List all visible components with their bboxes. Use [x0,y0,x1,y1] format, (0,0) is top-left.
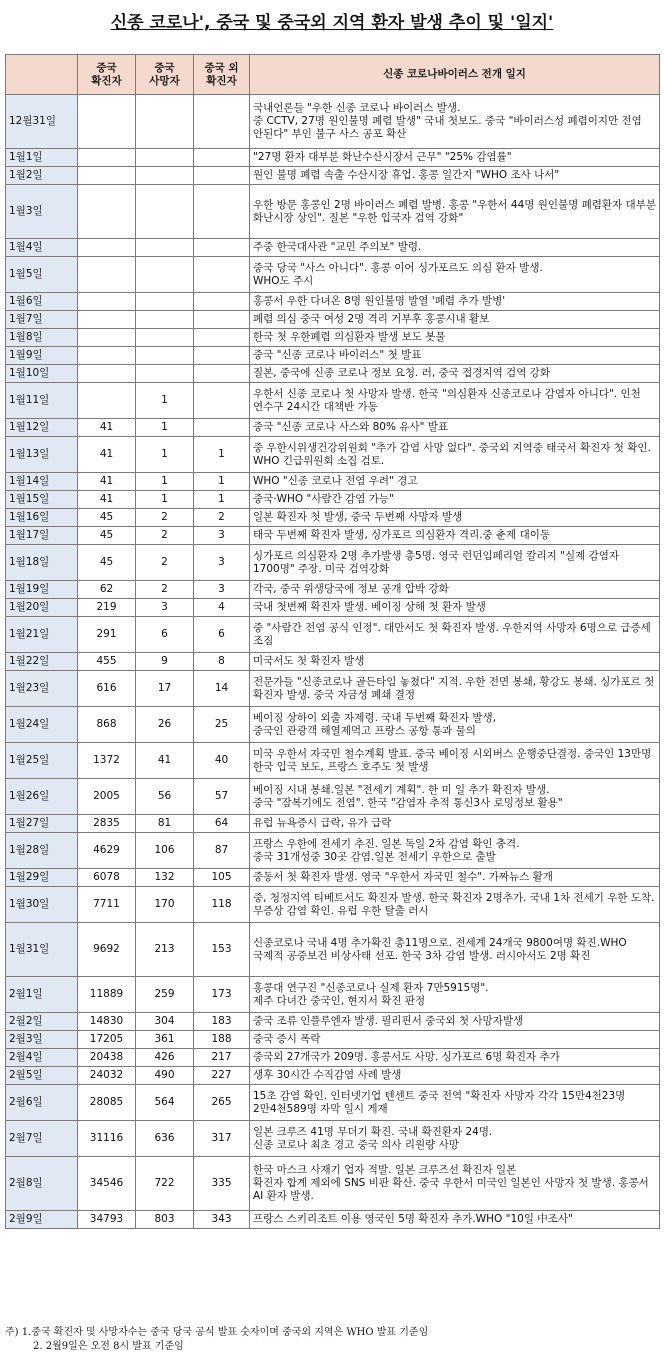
date-cell: 1월4일 [6,239,78,257]
outside-cases-cell: 227 [194,1067,250,1085]
china-deaths-cell: 426 [136,1049,194,1067]
china-cases-cell: 4629 [78,833,136,869]
outside-cases-cell: 3 [194,545,250,581]
event-cell: 우한서 신종 코로나 첫 사망자 발생. 한국 "의심환자 신종코로나 감염자 아니다". 인천 연수구 24시간 대책반 가동 [250,383,660,419]
event-cell: 유럽 뉴욕증시 급락, 유가 급락 [250,815,660,833]
outside-cases-cell: 105 [194,869,250,887]
outside-cases-cell: 8 [194,653,250,671]
table-row [6,365,660,383]
table-row [6,167,660,185]
china-deaths-cell [136,239,194,257]
china-deaths-cell [136,95,194,149]
outside-cases-cell: 6 [194,617,250,653]
date-cell: 2월5일 [6,1067,78,1085]
outside-cases-cell [194,149,250,167]
china-cases-cell [78,257,136,293]
table-row [6,347,660,365]
china-cases-cell: 41 [78,473,136,491]
table-row [6,491,660,509]
date-cell: 1월23일 [6,671,78,707]
date-cell: 1월25일 [6,743,78,779]
event-cell: 전문가들 "신종코로나 골든타임 놓쳤다" 지적. 우한 전면 봉쇄, 황강도 봉쇄. 싱가포르 첫 확진자 발생. 중국 자금성 폐쇄 결정 [250,671,660,707]
outside-cases-cell: 1 [194,437,250,473]
outside-cases-cell: 265 [194,1085,250,1121]
date-cell: 2월8일 [6,1157,78,1211]
date-cell: 1월15일 [6,491,78,509]
event-cell: 미국서도 첫 확진자 발생 [250,653,660,671]
date-cell: 2월7일 [6,1121,78,1157]
china-cases-cell: 28085 [78,1085,136,1121]
date-cell: 1월14일 [6,473,78,491]
date-cell: 2월1일 [6,977,78,1013]
table-row [6,707,660,743]
event-cell: 한국 마스크 사재기 업자 적발. 일본 크루즈선 확진자 일본 확진자 합계 제외에 SNS 비판 확산. 중국 우한서 미국인 일본인 사망자 첫 발생. 홍콩서 AI 환자 발생. [250,1157,660,1211]
china-deaths-cell: 490 [136,1067,194,1085]
table-row [6,1013,660,1031]
header-china-cases-label: 중국 확진자 [91,61,122,87]
outside-cases-cell: 183 [194,1013,250,1031]
china-cases-cell [78,311,136,329]
event-cell: 국내언론들 "우한 신종 코로나 바이러스 발생. 중 CCTV, 27명 원인불명 폐렴 발생" 국내 첫보도. 중국 "바이러스성 폐렴이지만 전염 안된다" 부인 불구 사스 공포 확산 [250,95,660,149]
table-row [6,1085,660,1121]
outside-cases-cell: 153 [194,923,250,977]
china-cases-cell: 45 [78,527,136,545]
china-cases-cell: 34546 [78,1157,136,1211]
header-china-deaths [136,55,194,95]
outside-cases-cell: 2 [194,509,250,527]
china-deaths-cell: 1 [136,491,194,509]
china-cases-cell [78,167,136,185]
table-row [6,545,660,581]
china-cases-cell: 41 [78,419,136,437]
china-cases-cell [78,293,136,311]
event-cell: 홍콩서 우한 다녀온 8명 원인불명 발열 '폐렴 추가 발병' [250,293,660,311]
outside-cases-cell: 3 [194,527,250,545]
table-row [6,419,660,437]
china-cases-cell: 1372 [78,743,136,779]
china-cases-cell: 24032 [78,1067,136,1085]
date-cell: 1월10일 [6,365,78,383]
event-cell: 중국 증시 폭락 [250,1031,660,1049]
china-deaths-cell: 259 [136,977,194,1013]
outside-cases-cell: 317 [194,1121,250,1157]
date-cell: 1월13일 [6,437,78,473]
china-deaths-cell: 56 [136,779,194,815]
table-row [6,617,660,653]
table-row [6,1121,660,1157]
event-cell: 베이징 상하이 외출 자제령. 국내 두번째 확진자 발생, 중국인 관광객 해열제먹고 프랑스 공항 통과 물의 [250,707,660,743]
china-deaths-cell: 1 [136,473,194,491]
date-cell: 1월6일 [6,293,78,311]
china-deaths-cell [136,311,194,329]
event-cell: 질본, 중국에 신종 코로나 정보 요청. 러, 중국 접경지역 검역 강화 [250,365,660,383]
china-cases-cell [78,239,136,257]
date-cell: 1월19일 [6,581,78,599]
table-row [6,509,660,527]
china-deaths-cell [136,167,194,185]
outside-cases-cell: 4 [194,599,250,617]
date-cell: 2월6일 [6,1085,78,1121]
china-deaths-cell: 6 [136,617,194,653]
table-row [6,95,660,149]
date-cell: 2월3일 [6,1031,78,1049]
event-cell: 각국, 중국 위생당국에 정보 공개 압박 강화 [250,581,660,599]
event-cell: 미국 우한서 자국민 철수계획 발표. 중국 베이징 시외버스 운행중단결정. 중국인 13만명 한국 입국 보도, 프랑스 호주도 첫 발생 [250,743,660,779]
china-deaths-cell: 361 [136,1031,194,1049]
outside-cases-cell: 1 [194,473,250,491]
china-cases-cell: 17205 [78,1031,136,1049]
table-row [6,581,660,599]
date-cell: 1월29일 [6,869,78,887]
china-cases-cell: 868 [78,707,136,743]
china-cases-cell: 219 [78,599,136,617]
event-cell: 중국 "신종 코로나 바이러스" 첫 발표 [250,347,660,365]
table-row [6,869,660,887]
china-deaths-cell: 803 [136,1211,194,1229]
date-cell: 1월24일 [6,707,78,743]
china-deaths-cell: 132 [136,869,194,887]
footnote-2: 2. 2월9일은 오전 8시 발표 기준임 [33,1341,184,1352]
event-cell: 신종코로나 국내 4명 추가확진 총11명으로. 전세계 24개국 9800여명 확진.WHO 국제적 공중보건 비상사태 선포. 한국 3차 감염 발생. 러시아서도 2명 확진 [250,923,660,977]
table-row [6,923,660,977]
outside-cases-cell: 64 [194,815,250,833]
china-cases-cell: 45 [78,509,136,527]
china-cases-cell [78,185,136,239]
outside-cases-cell [194,257,250,293]
outside-cases-cell [194,167,250,185]
outside-cases-cell: 173 [194,977,250,1013]
date-cell: 1월11일 [6,383,78,419]
outside-cases-cell [194,239,250,257]
china-cases-cell: 291 [78,617,136,653]
china-deaths-cell: 81 [136,815,194,833]
date-cell: 1월30일 [6,887,78,923]
china-cases-cell: 31116 [78,1121,136,1157]
table-header-row [6,55,660,95]
china-cases-cell [78,347,136,365]
outside-cases-cell [194,95,250,149]
outside-cases-cell [194,293,250,311]
date-cell: 1월28일 [6,833,78,869]
china-cases-cell: 41 [78,491,136,509]
footnotes [5,1326,659,1354]
date-cell: 1월17일 [6,527,78,545]
table-row [6,671,660,707]
event-cell: 국내 첫번째 확진자 발생. 베이징 상해 첫 환자 발생 [250,599,660,617]
table-row [6,1157,660,1211]
outside-cases-cell: 57 [194,779,250,815]
china-deaths-cell: 170 [136,887,194,923]
event-cell: 일본 크루즈 41명 무더기 확진. 국내 확진환자 24명. 신종 코로나 최초 경고 중국 의사 리원량 사망 [250,1121,660,1157]
header-china-cases [78,55,136,95]
outside-cases-cell [194,419,250,437]
china-cases-cell: 455 [78,653,136,671]
china-cases-cell: 62 [78,581,136,599]
outside-cases-cell [194,365,250,383]
china-deaths-cell: 2 [136,527,194,545]
date-cell: 1월9일 [6,347,78,365]
event-cell: "27명 환자 대부분 화난수산시장서 근무" "25% 감염률" [250,149,660,167]
date-cell: 1월2일 [6,167,78,185]
date-cell: 1월1일 [6,149,78,167]
header-outside-cases-label: 중국 외 확진자 [204,61,239,87]
date-cell: 1월27일 [6,815,78,833]
date-cell: 1월7일 [6,311,78,329]
china-cases-cell: 6078 [78,869,136,887]
outside-cases-cell: 40 [194,743,250,779]
china-cases-cell: 11889 [78,977,136,1013]
china-cases-cell [78,95,136,149]
table-row [6,239,660,257]
date-cell: 1월21일 [6,617,78,653]
table-body [6,95,660,1229]
header-outside-cases [194,55,250,95]
outside-cases-cell: 118 [194,887,250,923]
china-cases-cell: 616 [78,671,136,707]
china-cases-cell: 7711 [78,887,136,923]
china-deaths-cell [136,149,194,167]
date-cell: 2월2일 [6,1013,78,1031]
table-row [6,1067,660,1085]
china-cases-cell [78,383,136,419]
china-deaths-cell: 2 [136,509,194,527]
outside-cases-cell: 3 [194,581,250,599]
china-deaths-cell: 17 [136,671,194,707]
event-cell: 베이징 시내 봉쇄.일본 "전세기 계획". 한 미 일 추가 확진자 발생. 중국 "잠복기에도 전염". 한국 "감염자 추적 통신3사 로밍정보 활용" [250,779,660,815]
china-cases-cell [78,149,136,167]
china-deaths-cell: 564 [136,1085,194,1121]
china-cases-cell: 20438 [78,1049,136,1067]
date-cell: 1월12일 [6,419,78,437]
table-row [6,653,660,671]
china-deaths-cell: 213 [136,923,194,977]
table-row [6,599,660,617]
event-cell: 중동서 첫 확진자 발생. 영국 "우한서 자국민 철수". 가짜뉴스 활개 [250,869,660,887]
china-cases-cell: 14830 [78,1013,136,1031]
china-deaths-cell: 304 [136,1013,194,1031]
table-row [6,977,660,1013]
china-cases-cell: 41 [78,437,136,473]
date-cell: 12월31일 [6,95,78,149]
china-cases-cell: 2835 [78,815,136,833]
page-title: 신종 코로나', 중국 및 중국외 지역 환자 발생 추이 및 '일지' [110,13,554,33]
outside-cases-cell [194,185,250,239]
china-deaths-cell: 26 [136,707,194,743]
china-cases-cell: 34793 [78,1211,136,1229]
outside-cases-cell: 217 [194,1049,250,1067]
table-row [6,527,660,545]
outside-cases-cell: 87 [194,833,250,869]
table-row [6,329,660,347]
event-cell: 중국 조류 인플루엔자 발생. 필리핀서 중국외 첫 사망자발생 [250,1013,660,1031]
header-events: 신종 코로나바이러스 전개 일지 [250,55,660,95]
outside-cases-cell: 14 [194,671,250,707]
event-cell: 중 우한시위생건강위원회 "추가 감염 사망 없다". 중국외 지역중 태국서 확진자 첫 확인. WHO 긴급위원회 소집 검토. [250,437,660,473]
event-cell: 주중 한국대사관 "교민 주의보" 발령. [250,239,660,257]
date-cell: 1월31일 [6,923,78,977]
china-deaths-cell [136,185,194,239]
outside-cases-cell: 188 [194,1031,250,1049]
outside-cases-cell [194,347,250,365]
table-row [6,383,660,419]
date-cell: 1월26일 [6,779,78,815]
event-cell: 싱가포르 의심환자 2명 추가발생 총5명. 영국 런던임페리얼 칼리지 "실제 감염자 1700명" 주장. 미국 검역강화 [250,545,660,581]
chronology-table [5,54,660,1229]
china-deaths-cell: 9 [136,653,194,671]
date-cell: 1월8일 [6,329,78,347]
china-deaths-cell: 1 [136,383,194,419]
china-deaths-cell [136,347,194,365]
header-china-deaths-label: 중국 사망자 [149,61,180,87]
event-cell: 원인 불명 폐렴 속출 수산시장 휴업. 홍콩 일간지 "WHO 조사 나서" [250,167,660,185]
china-deaths-cell: 41 [136,743,194,779]
date-cell: 2월9일 [6,1211,78,1229]
table-row [6,185,660,239]
event-cell: 홍콩대 연구진 "신종코로나 실제 환자 7만5915명". 제주 다녀간 중국인, 현지서 확진 판정 [250,977,660,1013]
date-cell: 1월3일 [6,185,78,239]
china-cases-cell [78,365,136,383]
china-cases-cell: 9692 [78,923,136,977]
event-cell: 중, 청정지역 티베트서도 확진자 발생. 한국 확진자 2명추가. 국내 1차 전세기 우한 도착. 무증상 감염 확인. 유럽 우한 탈출 러시 [250,887,660,923]
header-date [6,55,78,95]
table-row [6,815,660,833]
event-cell: 일본 확진자 첫 발생, 중국 두번째 사망자 발생 [250,509,660,527]
china-deaths-cell [136,293,194,311]
china-deaths-cell: 3 [136,599,194,617]
event-cell: 중국 당국 "사스 아니다". 홍콩 이어 싱가포르도 의심 환자 발생. WHO도 주시 [250,257,660,293]
outside-cases-cell: 343 [194,1211,250,1229]
outside-cases-cell [194,311,250,329]
footnote-1: 주) 1.중국 확진자 및 사망자수는 중국 당국 공식 발표 숫자이며 중국외 지역은 WHO 발표 기준임 [5,1327,429,1338]
table-row [6,473,660,491]
date-cell: 1월16일 [6,509,78,527]
table-row [6,887,660,923]
event-cell: 우한 방문 홍콩인 2명 바이러스 폐렴 발병. 홍콩 "우한서 44명 원인불명 폐렴환자 대부분 화난시장 상인". 질본 "우한 입국자 검역 강화" [250,185,660,239]
outside-cases-cell: 1 [194,491,250,509]
event-cell: 폐렴 의심 중국 여성 2명 격리 거부후 홍콩시내 활보 [250,311,660,329]
china-cases-cell [78,329,136,347]
table-row [6,149,660,167]
table-row [6,1049,660,1067]
event-cell: 중 "사람간 전염 공식 인정". 대만서도 첫 확진자 발생. 우한지역 사망자 6명으로 급증세 조짐 [250,617,660,653]
date-cell: 1월22일 [6,653,78,671]
table-row [6,1211,660,1229]
date-cell: 1월5일 [6,257,78,293]
event-cell: 15초 감염 확인. 인터넷기업 텐센트 중국 전역 "확진자 사망자 각각 15만4천23명 2만4천589명 자막 일시 게재 [250,1085,660,1121]
china-deaths-cell: 1 [136,437,194,473]
outside-cases-cell [194,383,250,419]
outside-cases-cell: 335 [194,1157,250,1211]
event-cell: 프랑스 스키리조트 이용 영국인 5명 확진자 추가.WHO "10일 中조사" [250,1211,660,1229]
event-cell: 한국 첫 우한폐렴 의심환자 발생 보도 봇물 [250,329,660,347]
event-cell: 프랑스 우한에 전세기 추진. 일본 독일 2차 감염 확인 충격. 중국 31개성중 30곳 감염.일본 전세기 우한으로 출발 [250,833,660,869]
table-row [6,311,660,329]
table-row [6,1031,660,1049]
event-cell: WHO "신종 코로나 전염 우려" 경고 [250,473,660,491]
event-cell: 생후 30시간 수직감염 사례 발생 [250,1067,660,1085]
table-row [6,743,660,779]
event-cell: 중국외 27개국가 209명. 홍콩서도 사망. 싱가포르 6명 확진자 추가 [250,1049,660,1067]
china-cases-cell: 45 [78,545,136,581]
china-deaths-cell: 722 [136,1157,194,1211]
china-deaths-cell: 2 [136,581,194,599]
outside-cases-cell [194,329,250,347]
outside-cases-cell: 25 [194,707,250,743]
event-cell: 중국·WHO "사람간 감염 가능" [250,491,660,509]
table-row [6,779,660,815]
date-cell: 2월4일 [6,1049,78,1067]
china-deaths-cell [136,257,194,293]
china-deaths-cell: 636 [136,1121,194,1157]
event-cell: 중국 "신종 코로나 사스와 80% 유사" 발표 [250,419,660,437]
table-row [6,833,660,869]
china-cases-cell: 2005 [78,779,136,815]
table-row [6,293,660,311]
table-row [6,257,660,293]
table-row [6,437,660,473]
event-cell: 태국 두번째 확진자 발생, 싱가포르 의심환자 격리.중 춘제 대이동 [250,527,660,545]
china-deaths-cell: 2 [136,545,194,581]
china-deaths-cell: 106 [136,833,194,869]
china-deaths-cell [136,365,194,383]
china-deaths-cell [136,329,194,347]
date-cell: 1월20일 [6,599,78,617]
china-deaths-cell: 1 [136,419,194,437]
date-cell: 1월18일 [6,545,78,581]
